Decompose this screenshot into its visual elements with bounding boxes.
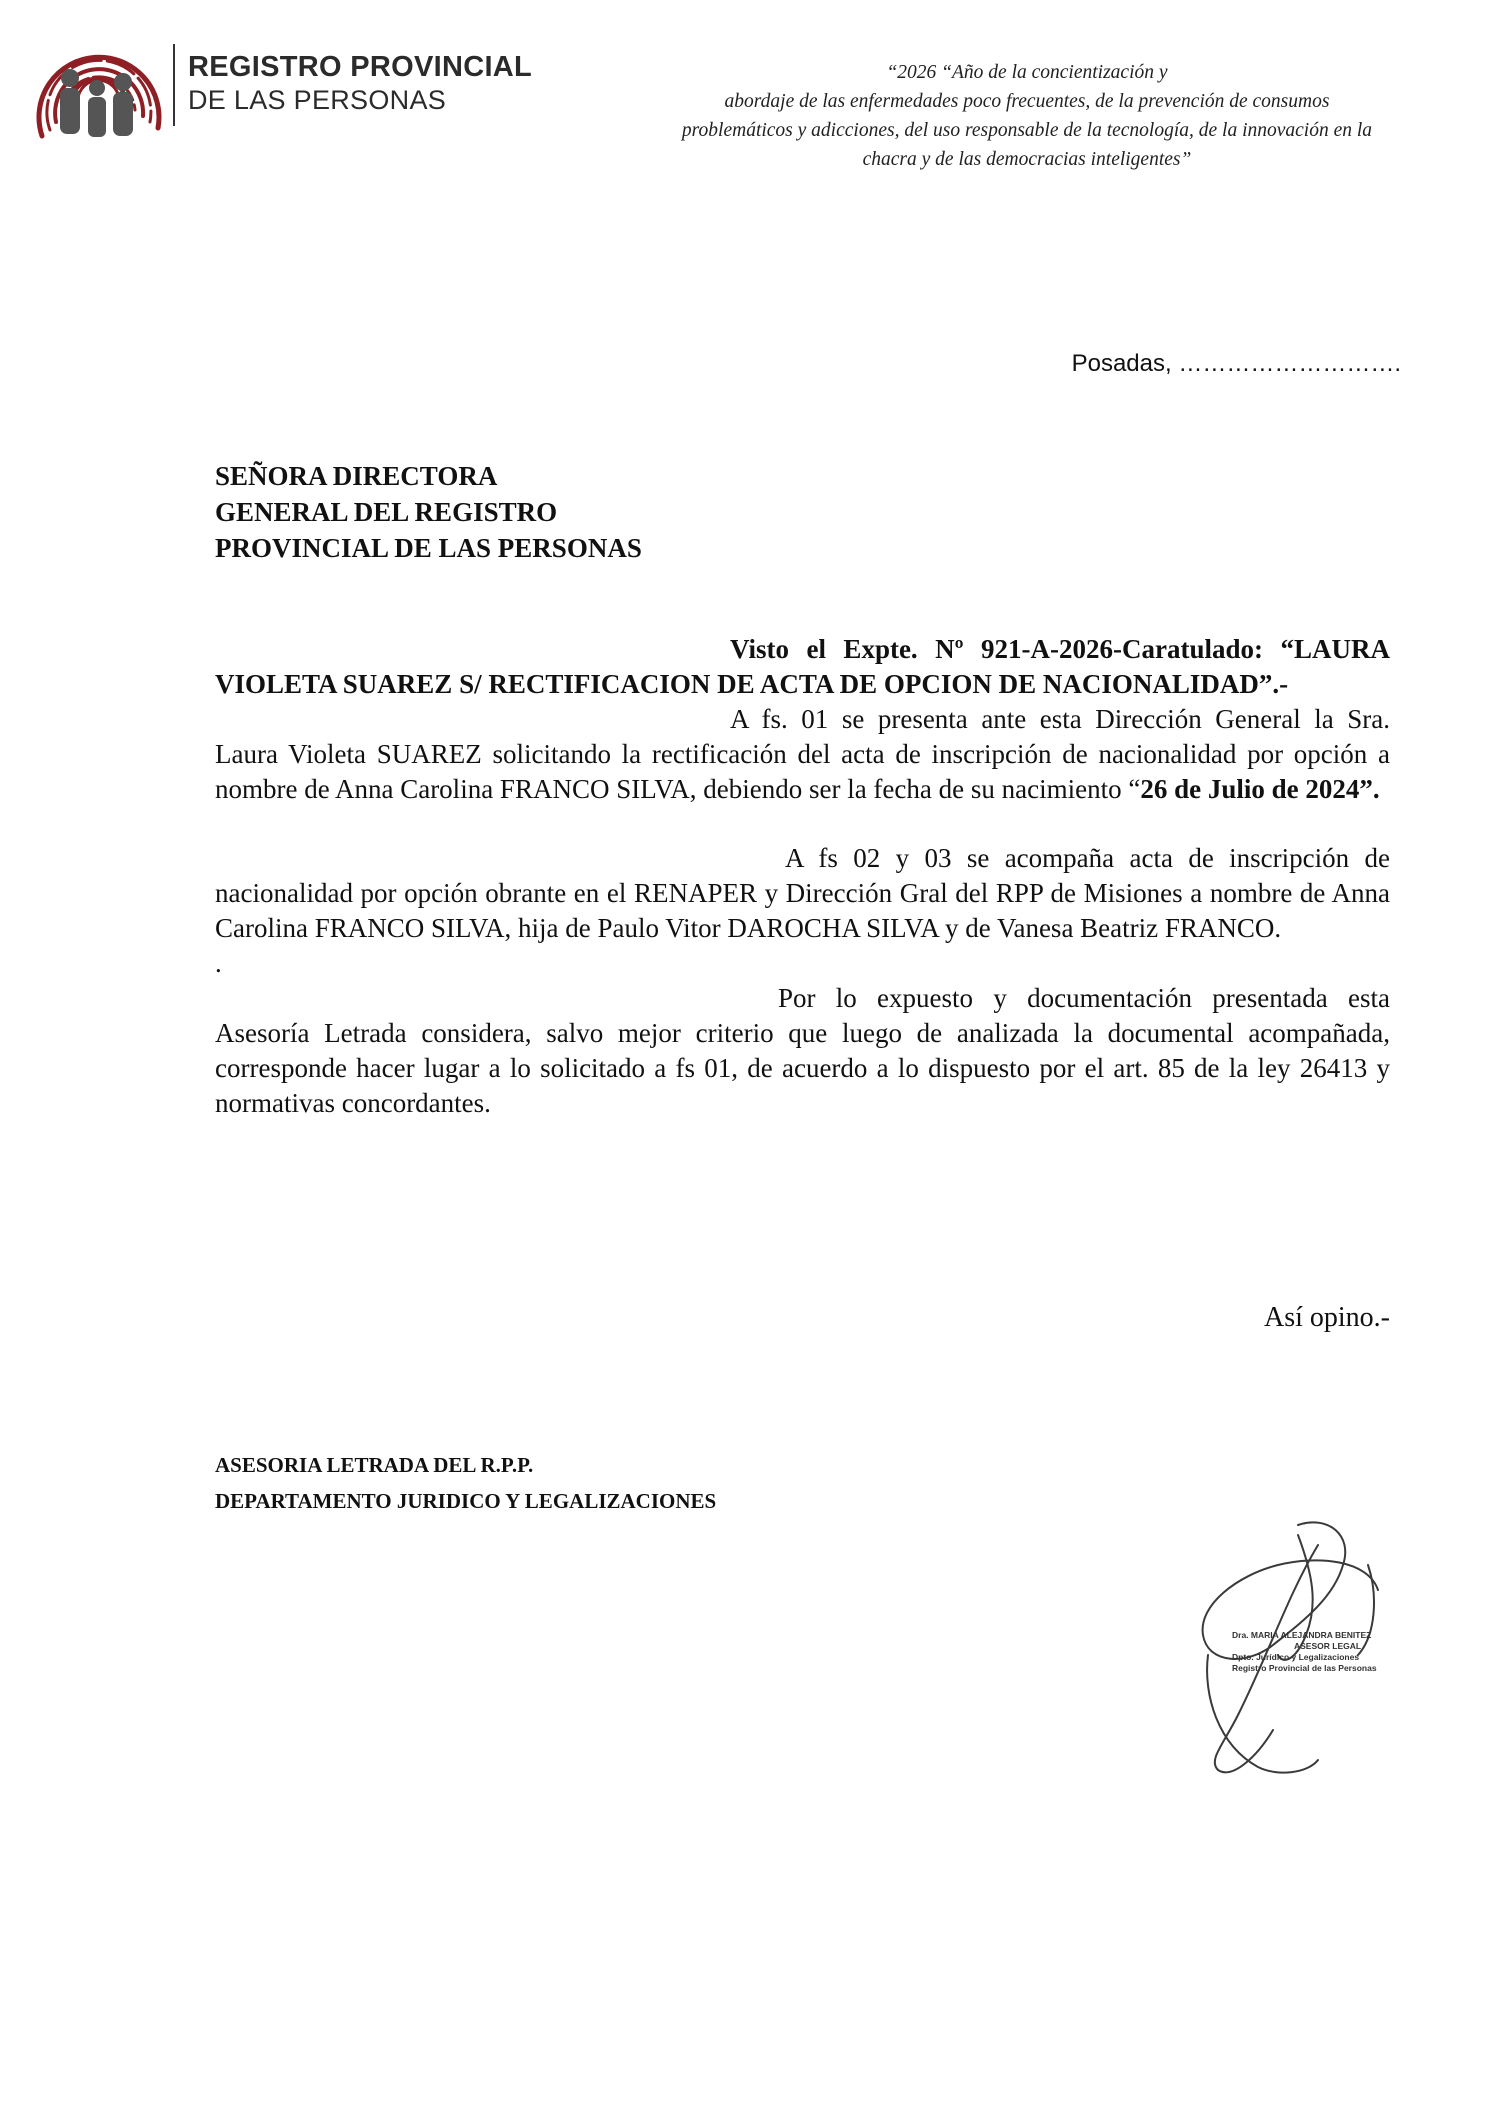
- recipient-line: PROVINCIAL DE LAS PERSONAS: [215, 533, 642, 563]
- recipient-line: SEÑORA DIRECTORA: [215, 461, 498, 491]
- motto-line: “2026 “Año de la concientización y: [886, 62, 1168, 83]
- motto-line: abordaje de las enfermedades poco frecuentes, de la prevención de consumos: [724, 91, 1330, 112]
- stray-dot: .: [215, 948, 222, 978]
- place-date: Posadas, ……………………….: [1071, 350, 1401, 377]
- motto-line: problemáticos y adicciones, del uso responsable de la tecnología, de la innovación en la: [681, 120, 1373, 141]
- stamp-line: Dpto. Jurídico y Legalizaciones: [1232, 1652, 1360, 1662]
- paragraph-request: [215, 702, 1390, 807]
- organization-name: [188, 50, 532, 116]
- signature-department: [215, 1447, 716, 1519]
- letter-body: [215, 632, 1390, 1121]
- paragraph-documents: A fs 02 y 03 se acompaña acta de inscripción de nacionalidad por opción obrante en el RENAPER y Dirección Gral del RPP de Misiones a nombre de Anna Carolina FRANCO SILVA, hija de Paulo Vitor DAROCHA SILVA y de Vanesa Beatriz FRANCO.: [215, 843, 1390, 943]
- org-name-line2: DE LAS PERSONAS: [188, 85, 447, 115]
- recipient-line: GENERAL DEL REGISTRO: [215, 497, 558, 527]
- footer-line: ASESORIA LETRADA DEL R.P.P.: [215, 1453, 534, 1477]
- logo-divider: [173, 44, 175, 126]
- closing-opinion: Así opino.-: [1264, 1302, 1390, 1333]
- birth-date: 26 de Julio de 2024”.: [1140, 774, 1380, 804]
- year-motto: [592, 58, 1462, 174]
- stamp-line: Registro Provincial de las Personas: [1232, 1663, 1377, 1673]
- motto-line: chacra y de las democracias inteligentes”: [862, 149, 1192, 170]
- recipient-block: [215, 458, 642, 566]
- request-text: A fs. 01 se presenta ante esta Dirección General la Sra. Laura Violeta SUAREZ solicitando la rectificación del acta de inscripción de nacionalidad por opción a nombre de Anna Carolina FRANCO SILVA, debiendo ser la fecha de su nacimiento “: [215, 704, 1390, 804]
- stamp-line: ASESOR LEGAL: [1294, 1641, 1362, 1651]
- case-reference-paragraph: Visto el Expte. Nº 921-A-2026-Caratulado: “LAURA VIOLETA SUAREZ S/ RECTIFICACION DE ACTA DE OPCION DE NACIONALIDAD”.-: [215, 634, 1390, 699]
- paragraph-conclusion: Por lo expuesto y documentación presentada esta Asesoría Letrada considera, salvo mejor criterio que luego de analizada la documental acompañada, corresponde hacer lugar a lo solicitado a fs 01, de acuerdo a lo dispuesto por el art. 85 de la ley 26413 y normativas concordantes.: [215, 983, 1390, 1118]
- fingerprint-people-logo-icon: [22, 18, 177, 168]
- signature-stamp: [1232, 1630, 1377, 1674]
- org-name-line1: REGISTRO PROVINCIAL: [188, 51, 533, 83]
- footer-line: DEPARTAMENTO JURIDICO Y LEGALIZACIONES: [215, 1489, 717, 1513]
- stamp-line: Dra. MARIA ALEJANDRA BENITEZ: [1232, 1630, 1372, 1640]
